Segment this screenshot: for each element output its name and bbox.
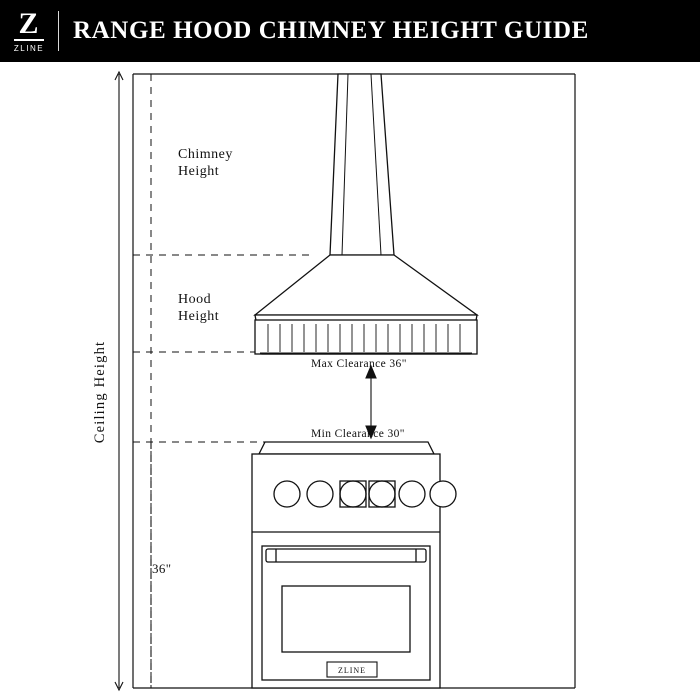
logo-wordmark: ZLINE — [13, 43, 45, 53]
hood-chimney — [330, 74, 394, 255]
chimney-height-label-line2: Height — [178, 164, 220, 179]
ceiling-height-dimension — [115, 72, 123, 690]
hood-height-label-line1: Hood — [178, 292, 212, 307]
hood-body — [255, 255, 477, 354]
min-clearance-label: Min Clearance 30" — [311, 428, 405, 440]
header-bar — [0, 0, 700, 62]
hood-height-label-line2: Height — [178, 309, 220, 324]
ceiling-height-label: Ceiling Height — [92, 340, 108, 444]
range-brand-label: ZLINE — [337, 666, 367, 675]
range-unit — [252, 442, 440, 688]
range-height-label: 36" — [152, 561, 172, 576]
chimney-height-label-line1: Chimney — [178, 147, 233, 162]
page-title: RANGE HOOD CHIMNEY HEIGHT GUIDE — [73, 17, 589, 44]
zline-logo — [0, 0, 58, 62]
diagram-canvas — [0, 62, 700, 700]
oven-door-handle — [266, 549, 426, 562]
header-divider — [58, 11, 59, 51]
max-clearance-label: Max Clearance 36" — [311, 358, 407, 370]
logo-letter: Z — [14, 10, 43, 41]
